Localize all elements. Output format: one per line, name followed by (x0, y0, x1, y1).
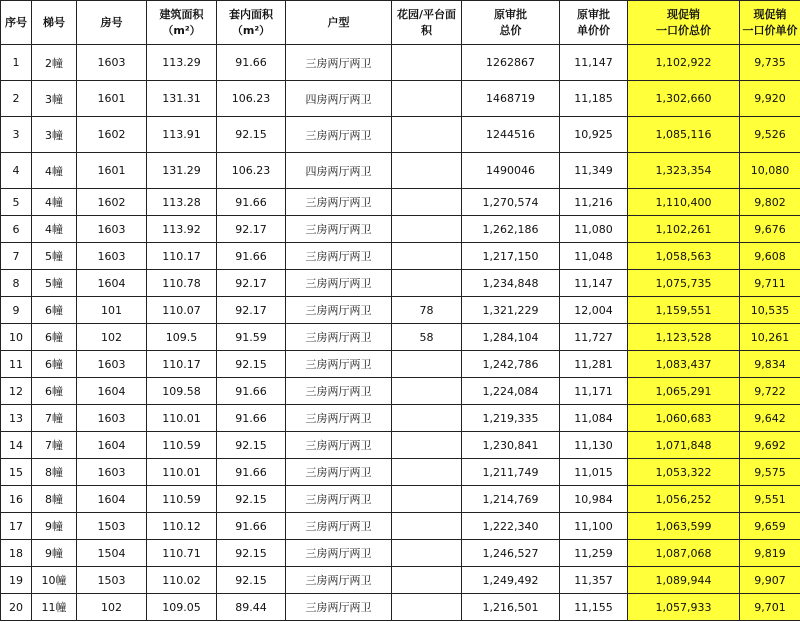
cell-col-orig-unit: 11,130 (560, 432, 628, 459)
cell-col-index: 10 (1, 324, 32, 351)
cell-col-promo-total: 1,071,848 (628, 432, 740, 459)
header-line: 户型 (327, 15, 350, 29)
cell-col-room: 1603 (77, 351, 147, 378)
cell-col-promo-total: 1,063,599 (628, 513, 740, 540)
cell-col-orig-total: 1,242,786 (462, 351, 560, 378)
table-row (1, 243, 800, 270)
cell-col-building: 9幢 (32, 540, 77, 567)
header-line: 积 (421, 23, 432, 37)
cell-col-promo-unit: 9,711 (740, 270, 800, 297)
cell-col-promo-total: 1,123,528 (628, 324, 740, 351)
cell-col-promo-unit: 10,080 (740, 153, 800, 189)
header-line: 原审批 (494, 7, 527, 21)
cell-col-promo-unit: 9,659 (740, 513, 800, 540)
cell-col-layout: 四房两厅两卫 (286, 81, 392, 117)
cell-col-orig-total: 1,246,527 (462, 540, 560, 567)
cell-col-orig-total: 1,270,574 (462, 189, 560, 216)
cell-col-promo-unit: 9,907 (740, 567, 800, 594)
header-col-gross-area (147, 1, 217, 45)
cell-col-garden-area (392, 567, 462, 594)
cell-col-layout: 三房两厅两卫 (286, 513, 392, 540)
cell-col-orig-unit: 11,084 (560, 405, 628, 432)
cell-col-promo-total: 1,087,068 (628, 540, 740, 567)
cell-col-promo-total: 1,083,437 (628, 351, 740, 378)
cell-col-promo-total: 1,323,354 (628, 153, 740, 189)
cell-col-gross-area: 113.28 (147, 189, 217, 216)
header-line: 总价 (499, 23, 522, 37)
cell-col-layout: 三房两厅两卫 (286, 432, 392, 459)
cell-col-promo-total: 1,056,252 (628, 486, 740, 513)
cell-col-promo-total: 1,057,933 (628, 594, 740, 621)
cell-col-gross-area: 113.29 (147, 45, 217, 81)
cell-col-layout: 三房两厅两卫 (286, 351, 392, 378)
cell-col-room: 1602 (77, 117, 147, 153)
cell-col-gross-area: 110.01 (147, 459, 217, 486)
cell-col-room: 1503 (77, 567, 147, 594)
header-col-promo-total (628, 1, 740, 45)
cell-col-index: 20 (1, 594, 32, 621)
cell-col-orig-total: 1,284,104 (462, 324, 560, 351)
cell-col-net-area: 106.23 (217, 81, 286, 117)
cell-col-orig-total: 1490046 (462, 153, 560, 189)
cell-col-layout: 三房两厅两卫 (286, 324, 392, 351)
cell-col-orig-unit: 11,281 (560, 351, 628, 378)
cell-col-index: 11 (1, 351, 32, 378)
cell-col-room: 1603 (77, 216, 147, 243)
cell-col-room: 1604 (77, 378, 147, 405)
cell-col-gross-area: 110.59 (147, 486, 217, 513)
cell-col-net-area: 91.66 (217, 513, 286, 540)
cell-col-promo-total: 1,053,322 (628, 459, 740, 486)
cell-col-room: 1604 (77, 432, 147, 459)
header-col-room (77, 1, 147, 45)
cell-col-building: 6幢 (32, 378, 77, 405)
cell-col-room: 1601 (77, 153, 147, 189)
cell-col-orig-unit: 11,147 (560, 270, 628, 297)
cell-col-building: 4幢 (32, 216, 77, 243)
cell-col-orig-total: 1468719 (462, 81, 560, 117)
cell-col-index: 13 (1, 405, 32, 432)
table-row (1, 81, 800, 117)
cell-col-gross-area: 110.17 (147, 243, 217, 270)
cell-col-promo-unit: 9,834 (740, 351, 800, 378)
cell-col-orig-unit: 11,155 (560, 594, 628, 621)
cell-col-garden-area (392, 351, 462, 378)
header-line: （m²） (231, 23, 271, 37)
cell-col-layout: 三房两厅两卫 (286, 270, 392, 297)
cell-col-layout: 三房两厅两卫 (286, 405, 392, 432)
table-row (1, 45, 800, 81)
cell-col-promo-unit: 9,735 (740, 45, 800, 81)
cell-col-room: 1604 (77, 486, 147, 513)
cell-col-index: 9 (1, 297, 32, 324)
header-line: 单价价 (577, 23, 610, 37)
cell-col-index: 19 (1, 567, 32, 594)
cell-col-layout: 三房两厅两卫 (286, 594, 392, 621)
table-row (1, 378, 800, 405)
cell-col-garden-area (392, 378, 462, 405)
cell-col-promo-unit: 9,575 (740, 459, 800, 486)
cell-col-promo-unit: 9,551 (740, 486, 800, 513)
cell-col-promo-unit: 10,535 (740, 297, 800, 324)
cell-col-net-area: 91.66 (217, 45, 286, 81)
cell-col-layout: 三房两厅两卫 (286, 189, 392, 216)
header-line: 梯号 (43, 15, 65, 29)
cell-col-garden-area (392, 594, 462, 621)
table-row (1, 405, 800, 432)
cell-col-garden-area (392, 189, 462, 216)
table-row (1, 117, 800, 153)
cell-col-gross-area: 110.07 (147, 297, 217, 324)
cell-col-net-area: 89.44 (217, 594, 286, 621)
cell-col-building: 5幢 (32, 243, 77, 270)
cell-col-garden-area: 58 (392, 324, 462, 351)
header-col-orig-total (462, 1, 560, 45)
cell-col-orig-unit: 11,216 (560, 189, 628, 216)
cell-col-promo-total: 1,075,735 (628, 270, 740, 297)
cell-col-garden-area (392, 513, 462, 540)
cell-col-orig-unit: 11,147 (560, 45, 628, 81)
cell-col-promo-unit: 9,920 (740, 81, 800, 117)
cell-col-gross-area: 110.02 (147, 567, 217, 594)
cell-col-net-area: 92.17 (217, 216, 286, 243)
cell-col-layout: 三房两厅两卫 (286, 243, 392, 270)
cell-col-index: 6 (1, 216, 32, 243)
cell-col-building: 5幢 (32, 270, 77, 297)
cell-col-orig-total: 1244516 (462, 117, 560, 153)
header-col-net-area (217, 1, 286, 45)
header-col-index (1, 1, 32, 45)
cell-col-index: 15 (1, 459, 32, 486)
cell-col-orig-unit: 11,727 (560, 324, 628, 351)
cell-col-garden-area (392, 459, 462, 486)
cell-col-promo-unit: 9,692 (740, 432, 800, 459)
cell-col-promo-unit: 9,676 (740, 216, 800, 243)
cell-col-building: 4幢 (32, 189, 77, 216)
cell-col-index: 12 (1, 378, 32, 405)
header-line: 套内面积 (229, 7, 273, 21)
cell-col-building: 2幢 (32, 45, 77, 81)
cell-col-room: 1603 (77, 45, 147, 81)
cell-col-garden-area: 78 (392, 297, 462, 324)
cell-col-building: 6幢 (32, 297, 77, 324)
cell-col-promo-total: 1,110,400 (628, 189, 740, 216)
cell-col-promo-unit: 9,701 (740, 594, 800, 621)
header-col-building (32, 1, 77, 45)
cell-col-garden-area (392, 45, 462, 81)
cell-col-orig-unit: 10,984 (560, 486, 628, 513)
cell-col-net-area: 91.66 (217, 459, 286, 486)
cell-col-index: 1 (1, 45, 32, 81)
cell-col-room: 1603 (77, 459, 147, 486)
cell-col-layout: 四房两厅两卫 (286, 153, 392, 189)
cell-col-index: 14 (1, 432, 32, 459)
table-row (1, 432, 800, 459)
cell-col-garden-area (392, 540, 462, 567)
cell-col-layout: 三房两厅两卫 (286, 297, 392, 324)
cell-col-promo-unit: 9,722 (740, 378, 800, 405)
cell-col-building: 7幢 (32, 432, 77, 459)
table-row (1, 459, 800, 486)
cell-col-gross-area: 110.17 (147, 351, 217, 378)
header-row (1, 1, 800, 45)
cell-col-building: 11幢 (32, 594, 77, 621)
cell-col-gross-area: 110.01 (147, 405, 217, 432)
header-line: 现促销 (753, 7, 787, 21)
cell-col-orig-unit: 11,185 (560, 81, 628, 117)
table-row (1, 594, 800, 621)
cell-col-room: 1602 (77, 189, 147, 216)
cell-col-garden-area (392, 81, 462, 117)
cell-col-index: 5 (1, 189, 32, 216)
cell-col-gross-area: 109.58 (147, 378, 217, 405)
cell-col-net-area: 91.59 (217, 324, 286, 351)
cell-col-orig-total: 1,222,340 (462, 513, 560, 540)
cell-col-promo-unit: 9,608 (740, 243, 800, 270)
cell-col-orig-total: 1,234,848 (462, 270, 560, 297)
table-row (1, 153, 800, 189)
header-line: （m²） (162, 23, 201, 37)
cell-col-orig-unit: 12,004 (560, 297, 628, 324)
cell-col-promo-total: 1,065,291 (628, 378, 740, 405)
cell-col-net-area: 92.17 (217, 270, 286, 297)
cell-col-gross-area: 110.12 (147, 513, 217, 540)
cell-col-net-area: 91.66 (217, 189, 286, 216)
cell-col-orig-total: 1,224,084 (462, 378, 560, 405)
header-line: 现促销 (667, 7, 700, 21)
cell-col-gross-area: 110.59 (147, 432, 217, 459)
cell-col-gross-area: 110.71 (147, 540, 217, 567)
table-body (1, 45, 800, 621)
cell-col-orig-unit: 10,925 (560, 117, 628, 153)
cell-col-index: 18 (1, 540, 32, 567)
cell-col-layout: 三房两厅两卫 (286, 216, 392, 243)
cell-col-orig-unit: 11,349 (560, 153, 628, 189)
cell-col-building: 3幢 (32, 117, 77, 153)
cell-col-index: 7 (1, 243, 32, 270)
cell-col-orig-total: 1,230,841 (462, 432, 560, 459)
table-row (1, 324, 800, 351)
cell-col-garden-area (392, 270, 462, 297)
table-row (1, 351, 800, 378)
table-row (1, 540, 800, 567)
cell-col-orig-total: 1,249,492 (462, 567, 560, 594)
cell-col-promo-unit: 9,819 (740, 540, 800, 567)
cell-col-promo-unit: 9,642 (740, 405, 800, 432)
cell-col-index: 8 (1, 270, 32, 297)
header-line: 一口价单价 (742, 23, 798, 37)
cell-col-building: 9幢 (32, 513, 77, 540)
cell-col-orig-total: 1,262,186 (462, 216, 560, 243)
cell-col-room: 102 (77, 324, 147, 351)
cell-col-net-area: 92.15 (217, 540, 286, 567)
cell-col-garden-area (392, 486, 462, 513)
cell-col-garden-area (392, 405, 462, 432)
header-line: 一口价总价 (656, 23, 711, 37)
cell-col-gross-area: 113.91 (147, 117, 217, 153)
cell-col-gross-area: 131.29 (147, 153, 217, 189)
cell-col-promo-total: 1,060,683 (628, 405, 740, 432)
header-col-garden-area (392, 1, 462, 45)
header-col-orig-unit (560, 1, 628, 45)
cell-col-gross-area: 131.31 (147, 81, 217, 117)
cell-col-promo-total: 1,159,551 (628, 297, 740, 324)
table-row (1, 486, 800, 513)
cell-col-layout: 三房两厅两卫 (286, 567, 392, 594)
cell-col-net-area: 92.17 (217, 297, 286, 324)
cell-col-building: 6幢 (32, 324, 77, 351)
cell-col-promo-total: 1,058,563 (628, 243, 740, 270)
cell-col-room: 1601 (77, 81, 147, 117)
table-row (1, 297, 800, 324)
cell-col-gross-area: 113.92 (147, 216, 217, 243)
cell-col-net-area: 92.15 (217, 486, 286, 513)
cell-col-orig-unit: 11,171 (560, 378, 628, 405)
table-row (1, 189, 800, 216)
cell-col-room: 1604 (77, 270, 147, 297)
cell-col-layout: 三房两厅两卫 (286, 540, 392, 567)
cell-col-room: 1603 (77, 405, 147, 432)
cell-col-building: 7幢 (32, 405, 77, 432)
cell-col-orig-total: 1,211,749 (462, 459, 560, 486)
cell-col-garden-area (392, 243, 462, 270)
cell-col-layout: 三房两厅两卫 (286, 486, 392, 513)
cell-col-index: 3 (1, 117, 32, 153)
table-row (1, 216, 800, 243)
cell-col-gross-area: 109.5 (147, 324, 217, 351)
cell-col-orig-total: 1,321,229 (462, 297, 560, 324)
cell-col-index: 16 (1, 486, 32, 513)
cell-col-promo-total: 1,302,660 (628, 81, 740, 117)
cell-col-layout: 三房两厅两卫 (286, 117, 392, 153)
cell-col-net-area: 92.15 (217, 117, 286, 153)
cell-col-garden-area (392, 432, 462, 459)
cell-col-gross-area: 110.78 (147, 270, 217, 297)
header-col-layout (286, 1, 392, 45)
cell-col-gross-area: 109.05 (147, 594, 217, 621)
cell-col-building: 8幢 (32, 459, 77, 486)
cell-col-net-area: 92.15 (217, 432, 286, 459)
cell-col-building: 3幢 (32, 81, 77, 117)
header-line: 建筑面积 (159, 7, 204, 21)
cell-col-net-area: 91.66 (217, 405, 286, 432)
cell-col-layout: 三房两厅两卫 (286, 378, 392, 405)
cell-col-net-area: 92.15 (217, 351, 286, 378)
cell-col-building: 6幢 (32, 351, 77, 378)
cell-col-building: 4幢 (32, 153, 77, 189)
cell-col-net-area: 92.15 (217, 567, 286, 594)
header-line: 序号 (5, 15, 27, 29)
cell-col-orig-unit: 11,015 (560, 459, 628, 486)
cell-col-promo-unit: 10,261 (740, 324, 800, 351)
cell-col-orig-total: 1,216,501 (462, 594, 560, 621)
table-row (1, 513, 800, 540)
cell-col-orig-unit: 11,357 (560, 567, 628, 594)
cell-col-orig-unit: 11,259 (560, 540, 628, 567)
cell-col-orig-total: 1,219,335 (462, 405, 560, 432)
cell-col-promo-unit: 9,526 (740, 117, 800, 153)
cell-col-building: 10幢 (32, 567, 77, 594)
cell-col-building: 8幢 (32, 486, 77, 513)
cell-col-net-area: 106.23 (217, 153, 286, 189)
cell-col-promo-unit: 9,802 (740, 189, 800, 216)
cell-col-garden-area (392, 216, 462, 243)
table-row (1, 270, 800, 297)
cell-col-layout: 三房两厅两卫 (286, 459, 392, 486)
cell-col-net-area: 91.66 (217, 378, 286, 405)
cell-col-room: 1504 (77, 540, 147, 567)
cell-col-promo-total: 1,102,922 (628, 45, 740, 81)
cell-col-orig-total: 1,214,769 (462, 486, 560, 513)
cell-col-orig-unit: 11,100 (560, 513, 628, 540)
cell-col-room: 1603 (77, 243, 147, 270)
cell-col-garden-area (392, 153, 462, 189)
cell-col-orig-unit: 11,048 (560, 243, 628, 270)
header-col-promo-unit (740, 1, 800, 45)
cell-col-room: 102 (77, 594, 147, 621)
cell-col-room: 101 (77, 297, 147, 324)
cell-col-promo-total: 1,085,116 (628, 117, 740, 153)
cell-col-orig-total: 1,217,150 (462, 243, 560, 270)
header-line: 原审批 (577, 7, 610, 21)
header-line: 房号 (100, 15, 123, 29)
table-row (1, 567, 800, 594)
cell-col-index: 2 (1, 81, 32, 117)
cell-col-index: 4 (1, 153, 32, 189)
cell-col-net-area: 91.66 (217, 243, 286, 270)
cell-col-promo-total: 1,102,261 (628, 216, 740, 243)
cell-col-orig-unit: 11,080 (560, 216, 628, 243)
header-line: 花园/平台面 (396, 7, 457, 21)
cell-col-orig-total: 1262867 (462, 45, 560, 81)
cell-col-layout: 三房两厅两卫 (286, 45, 392, 81)
cell-col-index: 17 (1, 513, 32, 540)
cell-col-promo-total: 1,089,944 (628, 567, 740, 594)
cell-col-garden-area (392, 117, 462, 153)
cell-col-room: 1503 (77, 513, 147, 540)
